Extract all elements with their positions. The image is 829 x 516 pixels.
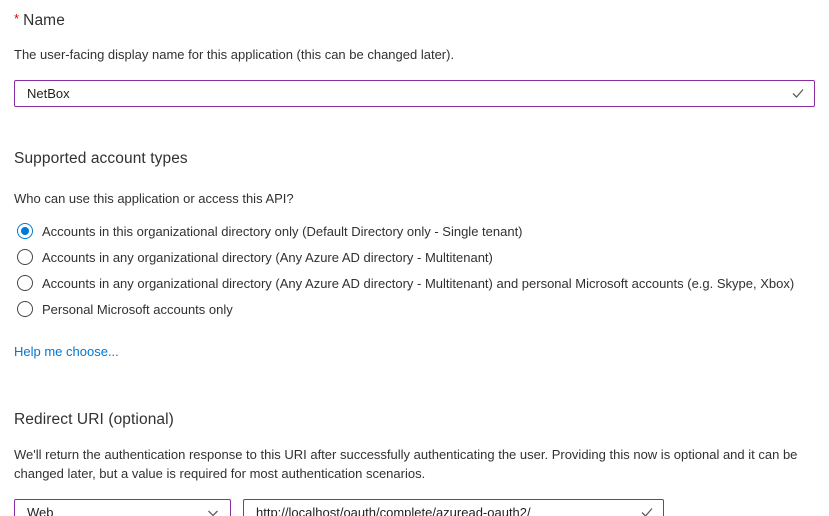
redirect-uri-description: We'll return the authentication response to this URI after successfully authenticating the user. Providing this now is optional and it can be changed later, but a value is required for most authentication scenarios. <box>14 447 798 481</box>
radio-option-single-tenant[interactable] <box>14 218 815 244</box>
radio-option-label: Personal Microsoft accounts only <box>42 301 233 317</box>
redirect-uri-heading: Redirect URI (optional) <box>14 411 174 428</box>
radio-option-multitenant[interactable] <box>14 244 815 270</box>
platform-select-value: Web <box>27 505 54 516</box>
supported-account-types-section <box>14 150 815 361</box>
name-description: The user-facing display name for this application (this can be changed later). <box>14 47 455 62</box>
account-types-question: Who can use this application or access this API? <box>14 191 294 206</box>
radio-button-icon <box>17 275 33 291</box>
account-types-heading: Supported account types <box>14 150 188 167</box>
radio-option-label: Accounts in any organizational directory (Any Azure AD directory - Multitenant) and personal Microsoft accounts (e.g. Skype, Xbox) <box>42 275 795 291</box>
redirect-uri-input[interactable] <box>243 499 664 516</box>
redirect-uri-section <box>14 411 815 516</box>
chevron-down-icon <box>206 506 220 516</box>
radio-option-personal-only[interactable] <box>14 296 815 322</box>
name-section <box>14 0 815 107</box>
platform-select[interactable] <box>14 499 231 516</box>
help-me-choose-link[interactable]: Help me choose... <box>14 344 119 359</box>
radio-option-multitenant-personal[interactable] <box>14 270 815 296</box>
redirect-uri-input-wrap <box>243 499 664 516</box>
radio-button-icon <box>17 249 33 265</box>
name-heading-label: Name <box>23 12 65 29</box>
name-input[interactable] <box>14 80 815 107</box>
radio-option-label: Accounts in this organizational directory only (Default Directory only - Single tenant) <box>42 223 523 239</box>
radio-button-icon <box>17 301 33 317</box>
account-types-radio-group <box>14 218 815 322</box>
required-asterisk: * <box>14 11 20 26</box>
radio-option-label: Accounts in any organizational directory (Any Azure AD directory - Multitenant) <box>42 249 493 265</box>
name-input-wrap <box>14 80 815 107</box>
name-section-heading <box>14 11 815 30</box>
redirect-uri-input-row <box>14 499 815 516</box>
radio-button-icon <box>17 223 33 239</box>
